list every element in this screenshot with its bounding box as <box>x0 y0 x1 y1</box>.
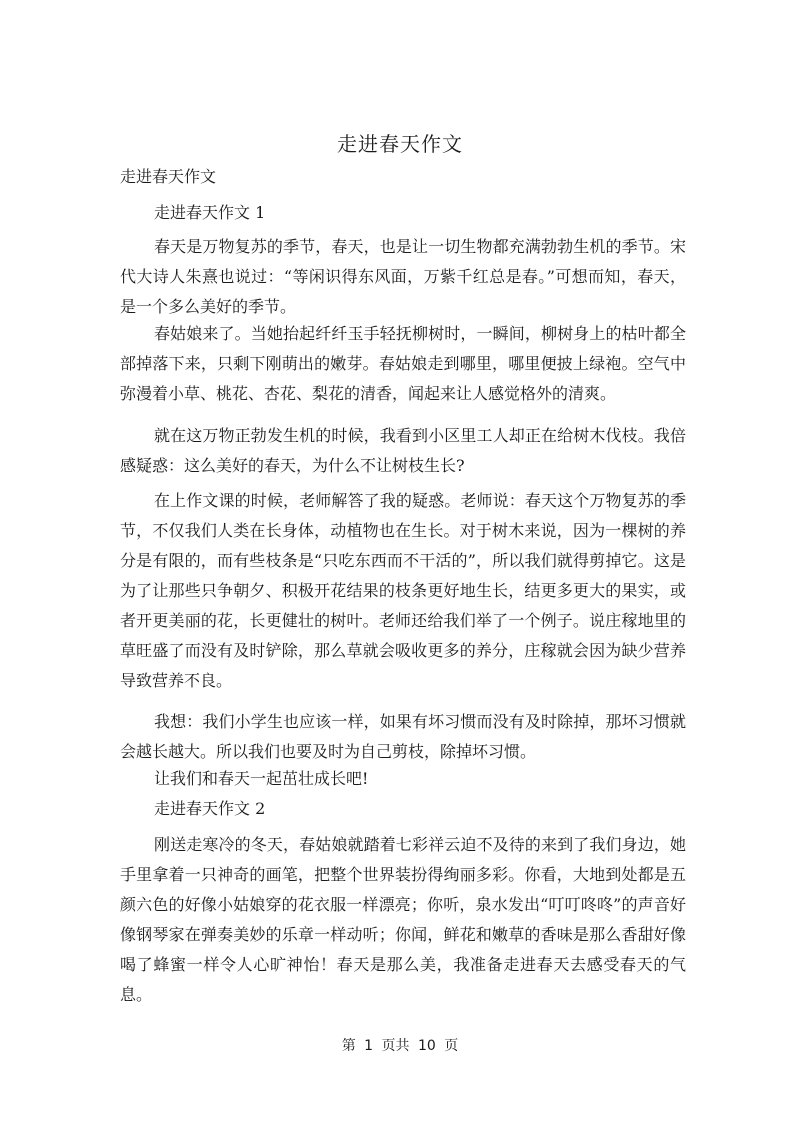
paragraph-3: 就在这万物正勃发生机的时候，我看到小区里工人却正在给树木伐枝。我倍感疑惑：这么美好的春天，为什么不让树枝生长? <box>120 426 686 475</box>
paragraph-7: 刚送走寒冷的冬天，春姑娘就踏着七彩祥云迫不及待的来到了我们身边，她手里拿着一只神奇的画笔，把整个世界装扮得绚丽多彩。你看，大地到处都是五颜六色的好像小姑娘穿的花衣服一样漂亮；你听，泉水发出“叮叮咚咚”的声音好像钢琴家在弹奏美妙的乐章一样动听；你闻，鲜花和嫩草的香味是那么香甜好像喝了蜂蜜一样令人心旷神怡！春天是那么美，我准备走进春天去感受春天的气息。 <box>120 835 686 1004</box>
section-heading-1: 走进春天作文 1 <box>154 203 266 222</box>
document-title: 走进春天作文 <box>337 132 463 156</box>
paragraph-1: 春天是万物复苏的季节，春天，也是让一切生物都充满勃勃生机的季节。宋代大诗人朱熹也说过：“等闲识得东风面，万紫千红总是春。”可想而知，春天，是一个多么美好的季节。 <box>120 237 686 316</box>
paragraph-5: 我想：我们小学生也应该一样，如果有坏习惯而没有及时除掉，那坏习惯就会越长越大。所以我们也要及时为自己剪枝，除掉坏习惯。 <box>120 712 686 761</box>
paragraph-4: 在上作文课的时候，老师解答了我的疑惑。老师说：春天这个万物复苏的季节，不仅我们人类在长身体，动植物也在生长。对于树木来说，因为一棵树的养分是有限的，而有些枝条是“只吃东西而不干活的”，所以我们就得剪掉它。这是为了让那些只争朝夕、积极开花结果的枝条更好地生长，结更多更大的果实，或者开更美丽的花，长更健壮的树叶。老师还给我们举了一个例子。说庄稼地里的草旺盛了而没有及时铲除，那么草就会吸收更多的养分，庄稼就会因为缺少营养导致营养不良。 <box>120 491 686 690</box>
paragraph-2: 春姑娘来了。当她抬起纤纤玉手轻抚柳树时，一瞬间，柳树身上的枯叶都全部掉落下来，只剩下刚萌出的嫩芽。春姑娘走到哪里，哪里便披上绿袍。空气中弥漫着小草、桃花、杏花、梨花的清香，闻起来让人感觉格外的清爽。 <box>120 324 686 403</box>
section-heading-2: 走进春天作文 2 <box>154 799 266 818</box>
page-number-footer: 第 1 页共 10 页 <box>341 1038 459 1054</box>
paragraph-6: 让我们和春天一起茁壮成长吧! <box>154 769 369 788</box>
document-subtitle: 走进春天作文 <box>120 167 217 186</box>
